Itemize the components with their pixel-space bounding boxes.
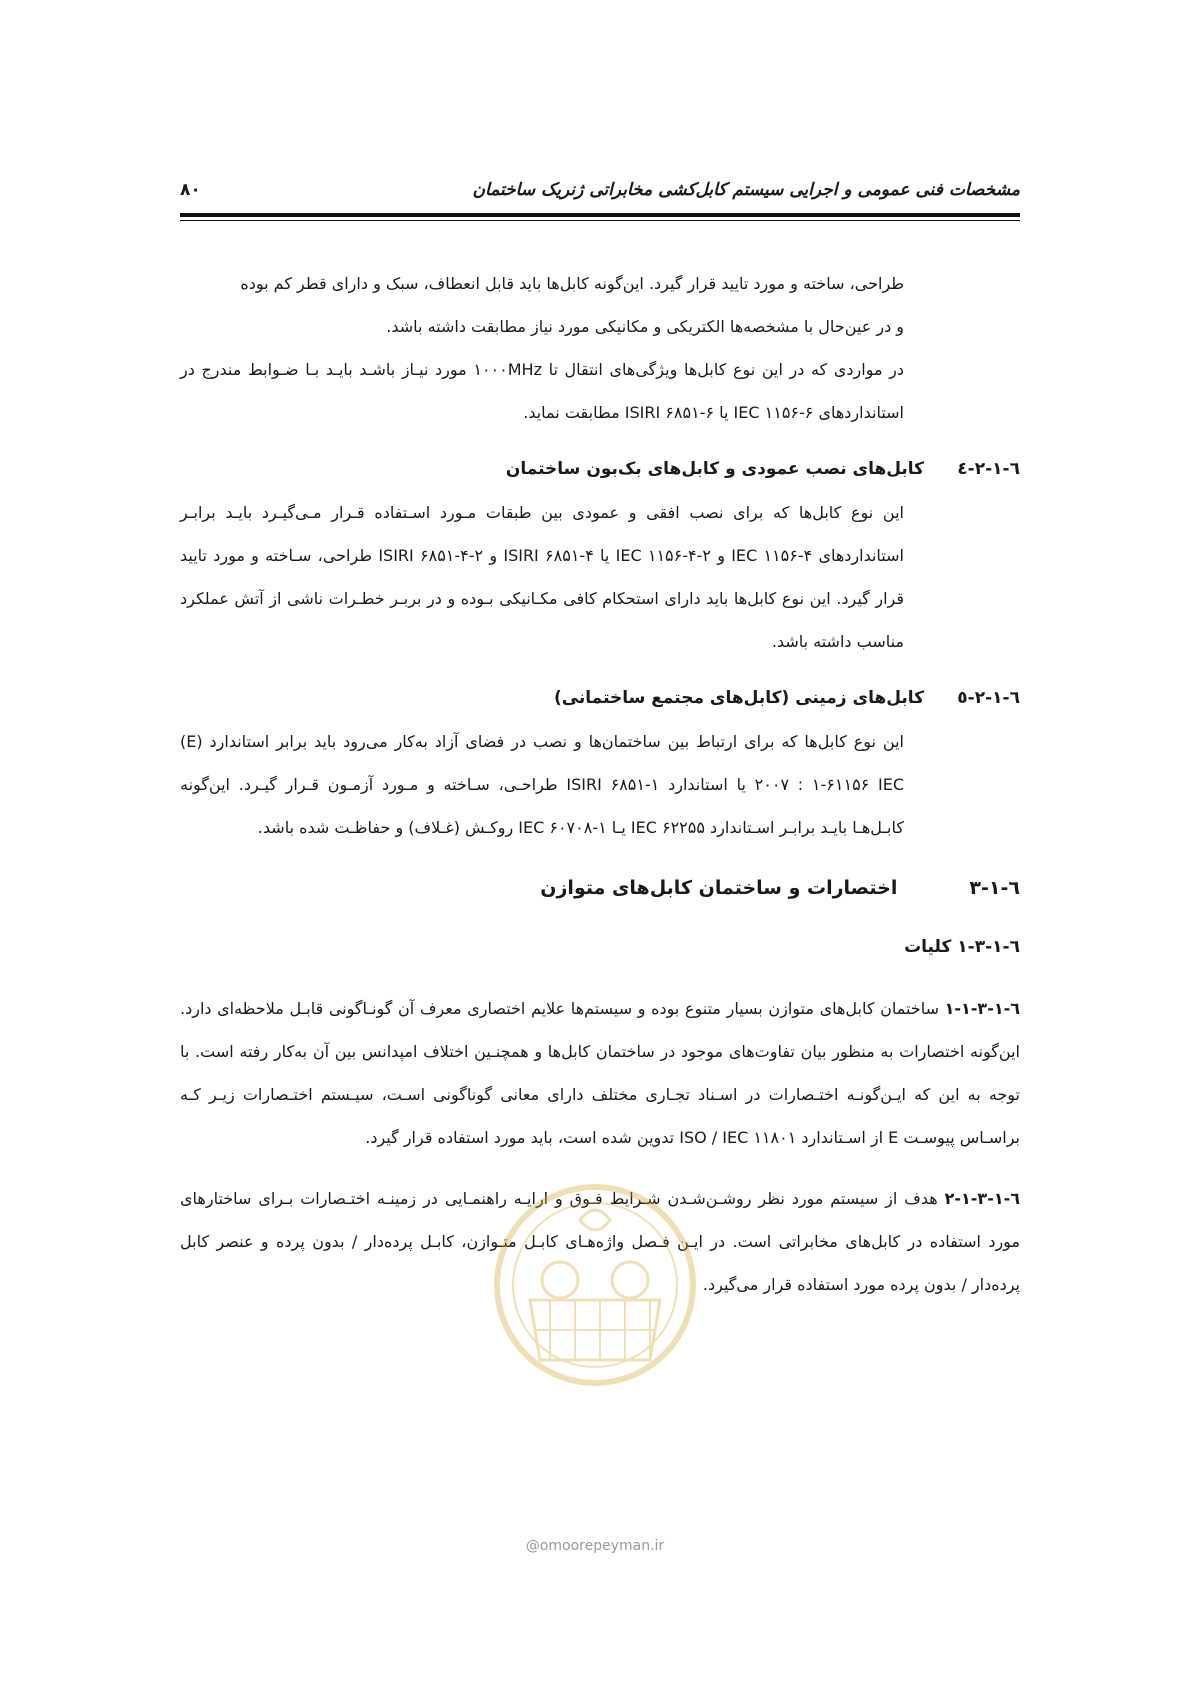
paragraph-number: ٦-١-٣-١-١ [944,999,1020,1018]
paragraph-line: و در عین‌حال با مشخصه‌ها الکتریکی و مکانیکی مورد نیاز مطابقت داشته باشد. [386,317,904,336]
paragraph-text: هدف از سیستم مورد نظر روشـن‌شـدن شـرایط فـوق و ارایـه راهنمـایی در زمینـه اختـصارات بـرای ساختارهای مورد استفاده در کابل‌های مخابراتی است. در ایـن فـصل واژه‌هـای کابـل متـوازن، کابـل پرده‌دار / بدون پرده و عنصر کابل پرده‌دار / بدون پرده مورد استفاده قرار می‌گیرد. [180,1189,1020,1294]
footer-website: @omoorepeyman.ir [525,1538,665,1554]
header-rule-thin [180,220,1020,221]
section-number: ٦-١-٣-١ [957,937,1020,957]
paragraph-line: طراحی، ساخته و مورد تایید قرار گیرد. این‌گونه کابل‌ها باید قابل انعطاف، سبک و دارای قطر کم بوده [240,274,904,293]
watermark-seal-logo [490,1180,700,1390]
paragraph: در مواردی که در این نوع کابل‌ها ویژگی‌های انتقال تا ۱۰۰۰MHz مورد نیـاز باشـد بایـد بـا ضـوابط مندرج در استانداردهای ۶-۱۱۵۶ IEC یا ۶-۶۸۵۱ ISIRI مطابقت نماید. [180,360,905,422]
body-content [180,262,1020,1306]
paragraph-number: ٦-١-٣-١-٢ [944,1189,1020,1208]
section-title: کابل‌های زمینی (کابل‌های مجتمع ساختمانی) [553,688,925,708]
running-header [180,180,1020,210]
section-heading-6-1-2-4 [180,448,1020,491]
section-title: کابل‌های نصب عمودی و کابل‌های بک‌بون ساختمان [505,459,925,479]
section-title: کلیات [904,937,952,957]
section-number: ٦-١-٢-٥ [957,688,1020,708]
section-heading-6-1-2-5 [180,677,1020,720]
page-number: ۸۰ [180,180,201,200]
header-rule-thick [180,213,1020,217]
section-title: اختصارات و ساختمان کابل‌های متوازن [540,877,898,899]
paragraph: این نوع کابل‌ها که برای نصب افقی و عمودی بین طبقات مـورد اسـتفاده قـرار مـی‌گیـرد بایـد برابـر استانداردهای ۴-۱۱۵۶ IEC و ۲-۴-۱۱۵۶ IEC یا ۴-۶۸۵۱ ISIRI و ۲-۴-۶۸۵۱ ISIRI طراحی، سـاخته و مورد تایید قرار گیرد. این نوع کابل‌ها باید دارای استحکام کافی مکـانیکی بـوده و در بربـر خطـرات ناشی از آتش عملکرد مناسب داشته باشد. [180,503,904,651]
section-number: ٦-١-٢-٤ [957,459,1020,479]
section-heading-6-1-3-1 [180,926,1020,969]
numbered-paragraph [180,987,1020,1159]
paragraph [180,262,1020,348]
paragraph: این نوع کابل‌ها که برای ارتباط بین ساختمان‌ها و نصب در فضای آزاد به‌کار می‌رود باید برابر استاندارد (E) ۲۰۰۷ : ۱-۶۱۱۵۶ IEC یا استاندارد ۱-۶۸۵۱ ISIRI طراحـی، سـاخته و مـورد آزمـون قـرار گیـرد. این‌گونه کابـل‌هـا بایـد برابـر اسـتاندارد ۶۲۲۵۵ IEC یـا ۱-۶۰۷۰۸ IEC روکـش (غـلاف) و حفاظـت شده باشد. [180,732,905,837]
paragraph-text: ساختمان کابل‌های متوازن بسیار متنوع بوده و سیستم‌ها علایم اختصاری معرف آن گونـاگونی قابـل ملاحظه‌ای دارد. این‌گونه اختصارات به منظور بیان تفاوت‌های موجود در ساختمان کابل‌ها و همچنـین اختلاف امپدانس بین آن به‌کار رفته است. با توجه به این که ایـن‌گونـه اختـصارات در اسـناد تجـاری مختلف دارای معانی گوناگونی اسـت، سیـستم اختـصارات زیـر کـه براسـاس پیوسـت E از اسـتاندارد ISO / IEC ۱۱۸۰۱ تدوین شده است، باید مورد استفاده قرار گیرد. [180,999,1020,1147]
section-number: ٦-١-٣ [969,877,1020,899]
header-title: مشخصات فنی عمومی و اجرایی سیستم کابل‌کشی مخابراتی ژنریک ساختمان [472,180,1020,200]
section-heading-6-1-3 [180,867,1020,910]
